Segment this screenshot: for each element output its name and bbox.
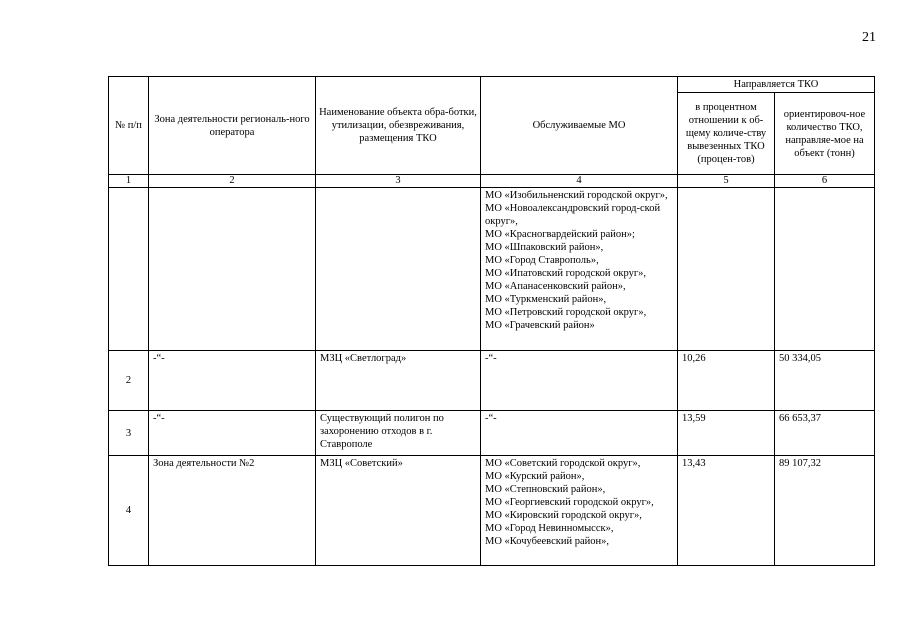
tons-cell [775, 188, 875, 351]
header-zone: Зона деятельности региональ-ного оператора [149, 77, 316, 175]
header-num: № п/п [109, 77, 149, 175]
tons-cell: 50 334,05 [775, 351, 875, 411]
column-number: 3 [316, 175, 481, 188]
row-number: 3 [109, 411, 149, 456]
table-row [109, 188, 875, 351]
mo-item: МО «Город Ставрополь», [485, 255, 599, 266]
mo-item: МО «Город Невинномысск», [485, 523, 614, 534]
header-object: Наименование объекта обра-ботки, утилизации, обезвреживания, размещения ТКО [316, 77, 481, 175]
table-row [109, 411, 875, 456]
mo-item: МО «Апанасенковский район», [485, 281, 626, 292]
mo-item: МО «Советский городской округ», [485, 458, 641, 469]
tons-cell: 66 653,37 [775, 411, 875, 456]
percent-cell: 13,43 [678, 456, 775, 566]
mo-item: МО «Ипатовский городской округ», [485, 268, 647, 279]
zone-cell: -“- [149, 411, 316, 456]
served-mo-cell [481, 411, 678, 456]
mo-item: МО «Петровский городской округ», [485, 307, 647, 318]
row-number [109, 188, 149, 351]
header-percent: в процентном отношении к об-щему количе-ству вывезенных ТКО (процен-тов) [678, 93, 775, 175]
served-mo-cell [481, 456, 678, 566]
mo-item: МО «Шпаковский район», [485, 242, 604, 253]
object-cell: МЗЦ «Светлоград» [316, 351, 481, 411]
mo-item: МО «Красногвардейский район»; [485, 229, 635, 240]
mo-item: МО «Курский район», [485, 471, 585, 482]
object-cell: МЗЦ «Советский» [316, 456, 481, 566]
column-number: 6 [775, 175, 875, 188]
row-number: 2 [109, 351, 149, 411]
mo-item: МО «Туркменский район», [485, 294, 607, 305]
zone-cell: Зона деятельности №2 [149, 456, 316, 566]
page-number: 21 [862, 30, 876, 45]
mo-item: МО «Грачевский район» [485, 320, 595, 331]
mo-item: -“- [485, 353, 497, 364]
tons-cell: 89 107,32 [775, 456, 875, 566]
mo-item: -“- [485, 413, 497, 424]
mo-item: МО «Степновский район», [485, 484, 606, 495]
zone-cell: -“- [149, 351, 316, 411]
served-mo-cell [481, 188, 678, 351]
column-number: 2 [149, 175, 316, 188]
mo-item: МО «Георгиевский городской округ», [485, 497, 654, 508]
object-cell [316, 188, 481, 351]
waste-distribution-table [108, 76, 875, 566]
percent-cell: 13,59 [678, 411, 775, 456]
percent-cell [678, 188, 775, 351]
row-number: 4 [109, 456, 149, 566]
percent-cell: 10,26 [678, 351, 775, 411]
header-sent-group: Направляется ТКО [678, 77, 875, 93]
header-served-mo: Обслуживаемые МО [481, 77, 678, 175]
column-number: 4 [481, 175, 678, 188]
served-mo-cell [481, 351, 678, 411]
column-number: 1 [109, 175, 149, 188]
zone-cell [149, 188, 316, 351]
column-number: 5 [678, 175, 775, 188]
mo-item: МО «Изобильненский городской округ», [485, 190, 668, 201]
column-number-row [109, 175, 875, 188]
table-row [109, 351, 875, 411]
header-tons: ориентировоч-ное количество ТКО, направляе-мое на объект (тонн) [775, 93, 875, 175]
table-row [109, 456, 875, 566]
mo-item: МО «Новоалександровский город-ской округ», [485, 203, 661, 227]
object-cell: Существующий полигон по захоронению отходов в г. Ставрополе [316, 411, 481, 456]
mo-item: МО «Кировский городской округ», [485, 510, 642, 521]
mo-item: МО «Кочубеевский район», [485, 536, 609, 547]
